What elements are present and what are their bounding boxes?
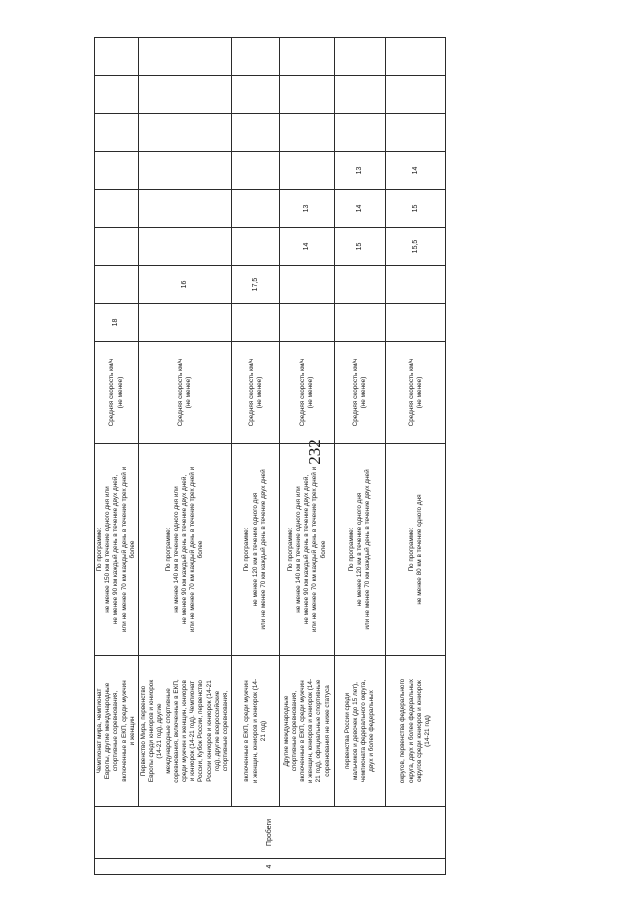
value-cell: 14	[386, 152, 446, 190]
indicator-cell	[95, 342, 139, 444]
value-cell	[280, 76, 335, 114]
norm-line: более	[319, 540, 327, 559]
value-cell	[280, 38, 335, 76]
norm-cell	[386, 444, 446, 656]
table-row	[95, 38, 139, 875]
indicator-line: (не менее)	[415, 376, 423, 409]
competition-line: спортивные соревнования,	[290, 690, 298, 772]
norm-line: не менее 90 км каждый день в течение двух дней,	[303, 474, 311, 625]
norm-cell	[232, 444, 280, 656]
competition-line: мальчиков и девочек (до 15 лет),	[352, 682, 360, 780]
value-cell: 15	[335, 228, 386, 266]
value-cell: 18	[95, 304, 139, 342]
competition-cell	[232, 656, 280, 807]
table-row	[139, 38, 232, 875]
indicator-line: (не менее)	[255, 376, 263, 409]
norm-line: По программе:	[164, 527, 172, 572]
competition-cell	[335, 656, 386, 807]
value-cell: 13	[335, 152, 386, 190]
value-cell	[95, 114, 139, 152]
competition-line: включенные в ЕКП, среди мужчин	[299, 680, 307, 782]
competition-line: включенные в ЕКП, среди мужчин	[120, 680, 128, 782]
value-cell	[386, 114, 446, 152]
value-cell	[95, 76, 139, 114]
value-cell	[335, 114, 386, 152]
norm-line: не менее 90 км каждый день в течение двух дней,	[112, 474, 120, 625]
competition-line: включенные в ЕКП, среди мужчин	[243, 680, 251, 782]
row-number: 4	[95, 859, 446, 875]
indicator-line: Средняя скорость км/ч	[407, 358, 415, 427]
norm-line: или не менее 70 км каждый день в течение двух дней	[259, 469, 267, 630]
indicator-line: Средняя скорость км/ч	[176, 358, 184, 427]
competition-line: чемпионата федерального округа,	[360, 679, 368, 783]
value-cell	[139, 190, 232, 228]
table-row	[232, 38, 280, 875]
competition-line: (14-21 год), другие	[156, 703, 164, 759]
value-cell	[386, 76, 446, 114]
value-cell	[280, 266, 335, 304]
value-cell	[139, 38, 232, 76]
competition-line: международные спортивные	[164, 688, 172, 774]
competition-cell	[280, 656, 335, 807]
norm-line: По программе:	[243, 527, 251, 572]
value-cell: 14	[280, 228, 335, 266]
table-row	[386, 38, 446, 875]
competition-line: соревнования, включенные в ЕКП,	[172, 679, 180, 783]
norm-line: не менее 80 км в течение одного дня	[415, 494, 423, 605]
indicator-line: Средняя скорость км/ч	[299, 358, 307, 427]
value-cell	[95, 152, 139, 190]
competition-line: округов среди юниоров и юниорок	[415, 680, 423, 782]
competition-cell	[386, 656, 446, 807]
value-cell	[95, 190, 139, 228]
competition-line: и юниорок (14-21 год). Чемпионат	[189, 680, 197, 782]
norm-line: или не менее 70 км каждый день в течение двух дней	[364, 469, 372, 630]
value-cell	[386, 266, 446, 304]
indicator-line: (не менее)	[307, 376, 315, 409]
table-body	[95, 38, 446, 875]
value-cell	[386, 304, 446, 342]
value-cell	[139, 228, 232, 266]
norm-line: По программе:	[96, 527, 103, 572]
table-row	[335, 38, 386, 875]
value-cell: 13	[280, 190, 335, 228]
competition-line: Чемпионат мира, чемпионат	[96, 688, 103, 774]
value-cell	[280, 152, 335, 190]
competition-line: и женщин, юниоров и юниорок (14-	[251, 678, 259, 784]
norm-line: не менее 150 км в течение одного дня или	[104, 486, 112, 613]
value-cell: 15,5	[386, 228, 446, 266]
value-cell	[232, 152, 280, 190]
indicator-cell	[386, 342, 446, 444]
value-cell	[139, 76, 232, 114]
competition-line: Первенство Мира, первенство	[140, 685, 148, 777]
competition-line: России, Кубок России, первенство	[197, 680, 205, 782]
value-cell	[335, 266, 386, 304]
standards-table-frame	[94, 40, 430, 875]
value-cell	[139, 304, 232, 342]
value-cell	[280, 304, 335, 342]
competition-line: двух и более федеральных	[368, 690, 376, 772]
norm-line: По программе:	[407, 527, 415, 572]
value-cell	[232, 190, 280, 228]
indicator-cell	[335, 342, 386, 444]
norm-line: не менее 140 км в течение одного дня или	[294, 486, 302, 613]
norm-cell	[335, 444, 386, 656]
competition-line: соревнования не ниже статуса	[323, 685, 331, 777]
value-cell	[95, 266, 139, 304]
value-cell	[139, 152, 232, 190]
value-cell	[280, 114, 335, 152]
norm-line: или не менее 70 км каждый день в течение трех дней и	[189, 466, 197, 633]
indicator-cell	[232, 342, 280, 444]
competition-line: Европы среди юниоров и юниорок	[148, 679, 156, 783]
competition-line: Европы, другие международные	[104, 682, 112, 780]
competition-cell	[95, 656, 139, 807]
competition-line: и женщин	[128, 716, 136, 746]
indicator-cell	[139, 342, 232, 444]
value-cell	[95, 38, 139, 76]
norm-line: не менее 140 км в течение одного дня или	[172, 486, 180, 613]
competition-line: 21 год), официальные спортивные	[315, 679, 323, 783]
value-cell	[232, 38, 280, 76]
competition-line: России юниоров и юниорок (14-21	[205, 680, 213, 782]
competition-line: округа, двух и более федеральных	[407, 679, 415, 783]
norm-line: более	[197, 540, 205, 559]
competition-line: спортивные соревнования,	[112, 690, 120, 772]
competition-line: год), другие всероссийские	[213, 690, 221, 772]
value-cell	[335, 38, 386, 76]
norm-cell	[280, 444, 335, 656]
indicator-line: Средняя скорость км/ч	[352, 358, 360, 427]
value-cell: 17,5	[232, 266, 280, 304]
competition-line: среди мужчин и женщин, юниоров	[181, 680, 189, 782]
competition-line: спортивные соревнования,	[222, 690, 230, 772]
norm-cell	[95, 444, 139, 656]
norm-line: или не менее 70 км каждый день в течение трех дней и	[311, 466, 319, 633]
competition-line: 21 год)	[259, 720, 267, 742]
norm-line: не менее 120 км в течение одного дня	[356, 492, 364, 607]
competition-line: округов, первенства федерального	[399, 678, 407, 784]
value-cell	[335, 304, 386, 342]
table-row	[280, 38, 335, 875]
norm-line: По программе:	[347, 527, 355, 572]
discipline-cell: Пробеги	[95, 807, 446, 859]
standards-table	[94, 40, 430, 875]
value-cell: 15	[386, 190, 446, 228]
indicator-cell	[280, 342, 335, 444]
norm-line: более	[128, 540, 136, 559]
value-cell	[232, 114, 280, 152]
indicator-line: Средняя скорость км/ч	[247, 358, 255, 427]
norm-line: не менее 120 км в течение одного дня	[251, 492, 259, 607]
indicator-line: Средняя скорость км/ч	[108, 358, 116, 427]
competition-line: Другие международные	[282, 695, 290, 767]
value-cell	[335, 76, 386, 114]
indicator-line: (не менее)	[116, 376, 124, 409]
value-cell: 14	[335, 190, 386, 228]
value-cell	[232, 228, 280, 266]
norm-cell	[139, 444, 232, 656]
competition-line: первенства России среди	[343, 692, 351, 770]
page-number: 232	[305, 439, 324, 465]
value-cell	[386, 38, 446, 76]
value-cell	[139, 114, 232, 152]
competition-line: и женщин, юниоров и юниорок (14-	[307, 678, 315, 784]
indicator-line: (не менее)	[185, 376, 193, 409]
competition-cell	[139, 656, 232, 807]
competition-line: (14-21 год)	[423, 715, 431, 747]
norm-line: По программе:	[286, 527, 294, 572]
table	[94, 37, 446, 875]
norm-line: или не менее 70 км каждый день в течение трех дней и	[120, 466, 128, 633]
value-cell	[232, 304, 280, 342]
value-cell	[232, 76, 280, 114]
value-cell: 16	[139, 266, 232, 304]
norm-line: не менее 90 км каждый день в течение двух дней,	[181, 474, 189, 625]
indicator-line: (не менее)	[360, 376, 368, 409]
value-cell	[95, 228, 139, 266]
